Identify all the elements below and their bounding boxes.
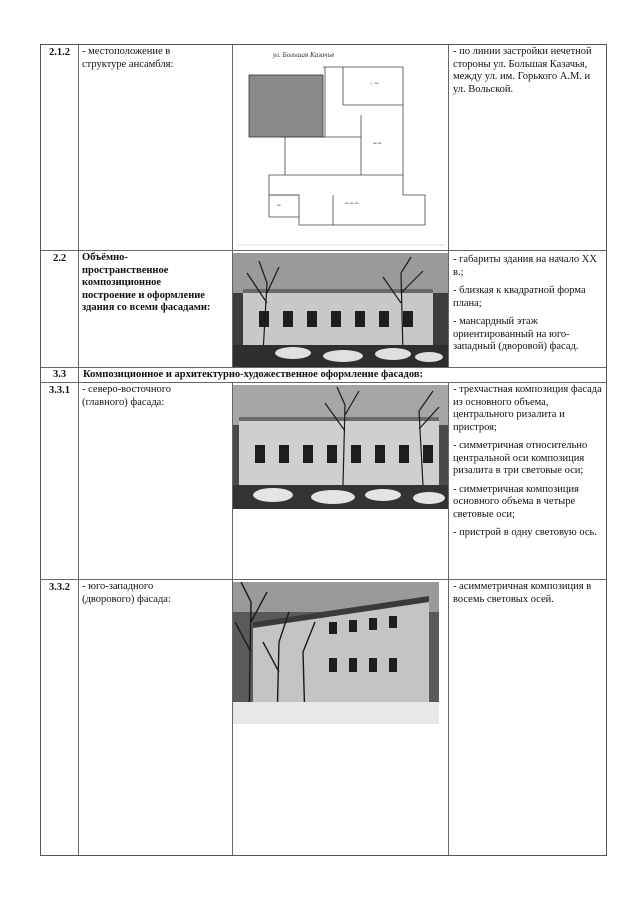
row-number-cell [41, 251, 79, 367]
notes-list [449, 383, 606, 540]
table-row [41, 368, 606, 383]
row-label: Объёмно-пространственное композиционное построение и оформление здания со всеми фасадами: [82, 252, 211, 313]
row-number-cell [41, 45, 79, 250]
label-cell [79, 580, 233, 855]
note-item: - симметричная относительно центральной оси композиция ризалита в три световые оси; [453, 440, 588, 476]
row-label: - юго-западного (дворового) фасада: [82, 581, 171, 605]
row-number: 3.3.2 [49, 582, 70, 593]
building-photo-2 [233, 385, 448, 509]
table-row [41, 45, 606, 251]
svg-text:═ ═ ═: ═ ═ ═ [345, 201, 359, 207]
row-number-cell [41, 383, 79, 579]
svg-text:═: ═ [277, 203, 281, 209]
row-number: 3.3.1 [49, 385, 70, 396]
image-cell [233, 45, 449, 250]
note-item: - асимметричная композиция в восемь световых осей. [453, 581, 592, 605]
section-heading: Композиционное и архитектурно-художественное оформление фасадов: [83, 369, 424, 380]
notes-cell [449, 45, 606, 250]
note-item: - трехчастная композиция фасада из основного объема, центрального ризалита и пристроя; [453, 384, 602, 433]
table-row [41, 251, 606, 368]
label-cell [79, 251, 233, 367]
notes-cell [449, 383, 606, 579]
note-item: - габариты здания на начало XX в.; [453, 254, 597, 278]
notes-cell [449, 251, 606, 367]
notes-list [449, 45, 606, 96]
row-number-cell [41, 580, 79, 855]
note-item: - по линии застройки нечетной стороны ул. Большая Казачья, между ул. им. Горького А.М. и ул. Вольской. [453, 46, 592, 95]
note-item: - близкая к квадратной форма плана; [453, 285, 586, 309]
plan-street-label: ул. Большая Казачья [273, 51, 335, 59]
row-number-cell [41, 368, 79, 382]
image-cell [233, 383, 449, 579]
notes-list [449, 251, 606, 354]
row-number: 2.2 [52, 253, 67, 264]
table-row [41, 580, 606, 855]
label-cell [79, 45, 233, 250]
building-photo-3 [233, 582, 439, 724]
image-cell [233, 580, 449, 855]
table-row [41, 383, 606, 580]
note-item: - пристрой в одну световую ось. [453, 527, 597, 538]
site-plan-drawing [233, 45, 449, 250]
row-number: 3.3 [52, 369, 67, 380]
label-cell [79, 383, 233, 579]
row-label: - местоположение в структуре ансамбля: [82, 46, 174, 70]
row-number: 2.1.2 [49, 47, 70, 58]
note-item: - мансардный этаж ориентированный на юго-западный (дворовой) фасад. [453, 316, 579, 352]
document-table [40, 44, 607, 856]
building-photo-1 [233, 253, 448, 367]
svg-text:═ ═: ═ ═ [373, 141, 382, 147]
notes-cell [449, 580, 606, 855]
notes-list [449, 580, 606, 606]
row-label: - северо-восточного (главного) фасада: [82, 384, 172, 408]
note-item: - симметричная композиция основного объема в четыре световые оси; [453, 483, 579, 520]
svg-text:♢ ═: ♢ ═ [369, 81, 379, 87]
image-cell [233, 251, 449, 367]
